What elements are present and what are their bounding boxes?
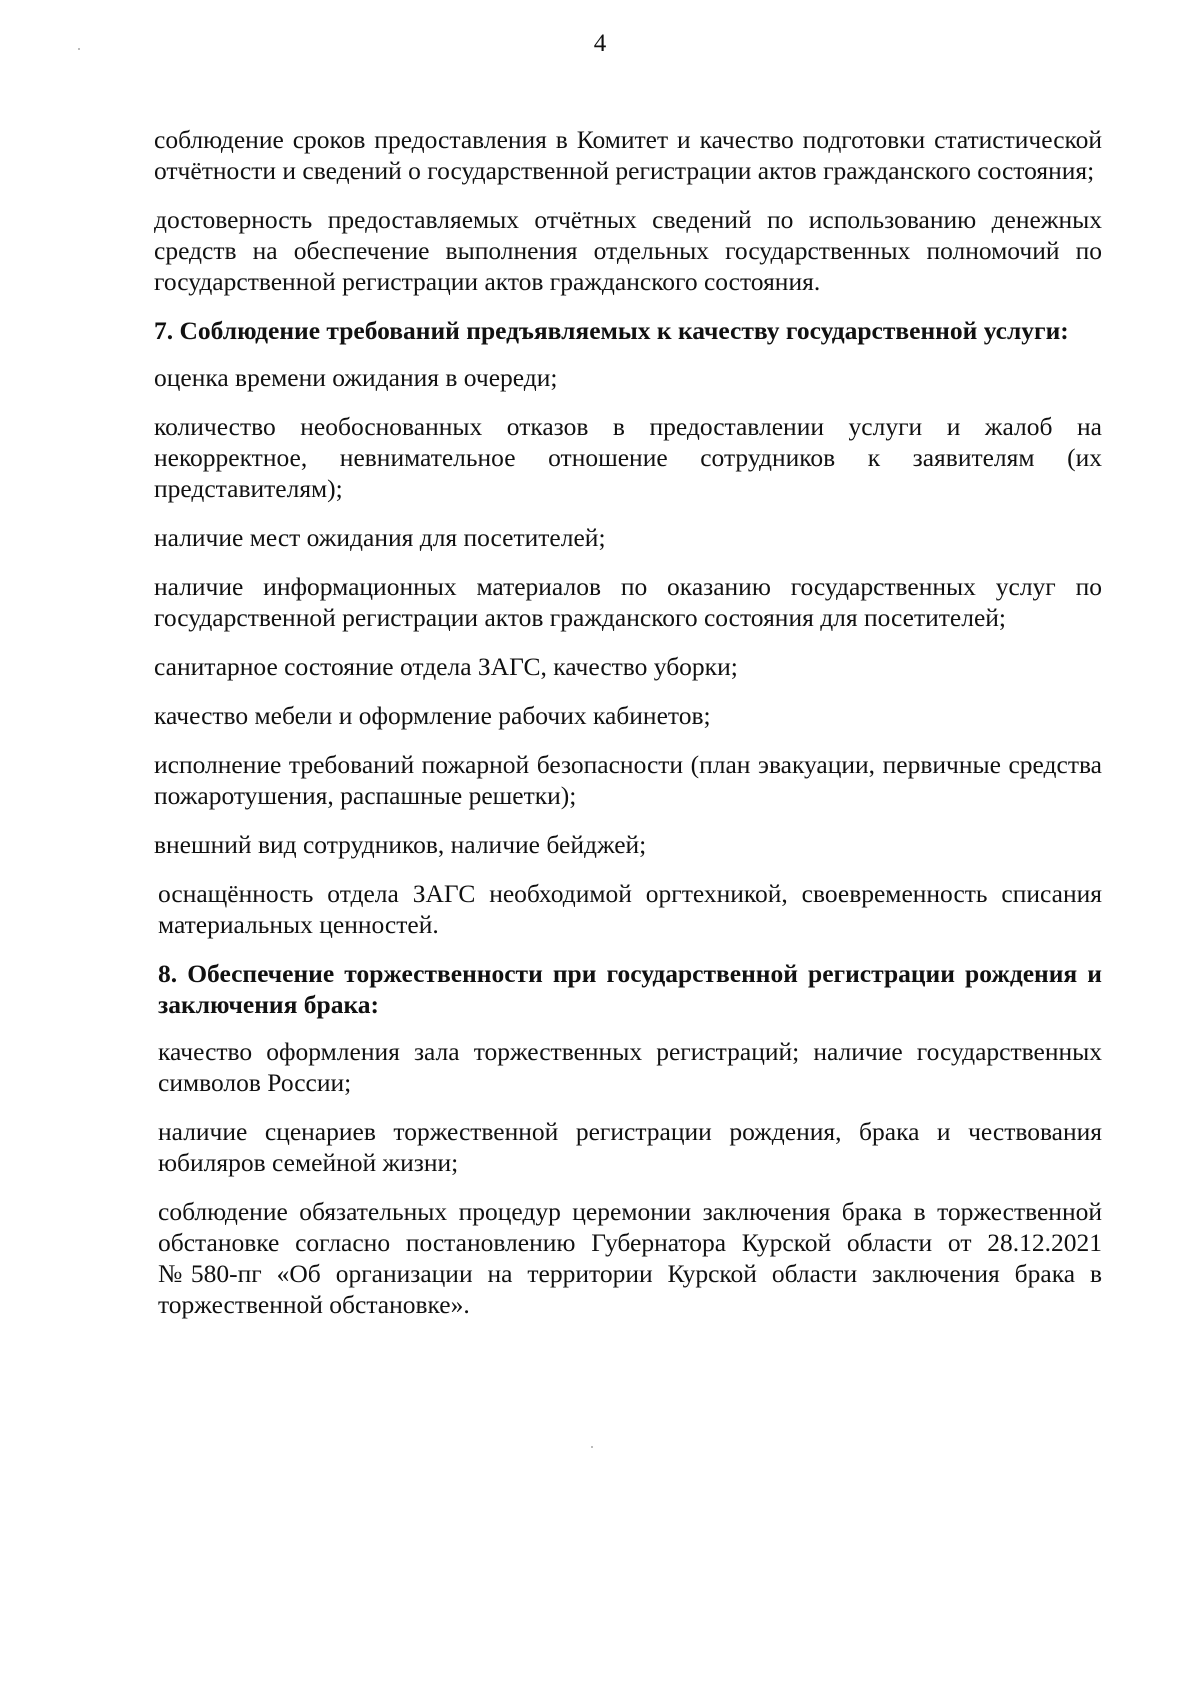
scan-speck xyxy=(591,1446,593,1448)
paragraph: достоверность предоставляемых отчётных сведений по использованию денежных средств на обеспечение выполнения отдельных государственных полномочий по государственной регистрации актов гражданского состояния. xyxy=(154,205,1102,296)
document-body xyxy=(154,124,1102,1338)
section-heading-7: 7. Соблюдение требований предъявляемых к качеству государственной услуги: xyxy=(154,316,1069,345)
paragraph: оценка времени ожидания в очереди; xyxy=(154,363,558,392)
paragraph: наличие сценариев торжественной регистрации рождения, брака и чествования юбиляров семейной жизни; xyxy=(158,1117,1102,1177)
paragraph: наличие мест ожидания для посетителей; xyxy=(154,523,606,552)
paragraph: соблюдение обязательных процедур церемонии заключения брака в торжественной обстановке согласно постановлению Губернатора Курской области от 28.12.2021 №580-пг «Об организации на территории Курской области заключения брака в торжественной обстановке». xyxy=(158,1197,1102,1319)
paragraph: оснащённость отдела ЗАГС необходимой оргтехникой, своевременность списания материальных ценностей. xyxy=(158,879,1102,939)
paragraph: соблюдение сроков предоставления в Комитет и качество подготовки статистической отчётности и сведений о государственной регистрации актов гражданского состояния; xyxy=(154,125,1102,185)
paragraph: качество мебели и оформление рабочих кабинетов; xyxy=(154,701,711,730)
paragraph: количество необоснованных отказов в предоставлении услуги и жалоб на некорректное, невнимательное отношение сотрудников к заявителям (их представителям); xyxy=(154,412,1102,503)
scan-speck xyxy=(78,48,80,50)
paragraph: наличие информационных материалов по оказанию государственных услуг по государственной регистрации актов гражданского состояния для посетителей; xyxy=(154,572,1102,632)
paragraph: внешний вид сотрудников, наличие бейджей; xyxy=(154,830,647,859)
section-heading-8: 8. Обеспечение торжественности при государственной регистрации рождения и заключения брака: xyxy=(158,959,1102,1019)
paragraph: исполнение требований пожарной безопасности (план эвакуации, первичные средства пожаротушения, распашные решетки); xyxy=(154,750,1102,810)
paragraph: качество оформления зала торжественных регистраций; наличие государственных символов России; xyxy=(158,1037,1102,1097)
page-number: 4 xyxy=(593,30,607,57)
paragraph: санитарное состояние отдела ЗАГС, качество уборки; xyxy=(154,652,738,681)
